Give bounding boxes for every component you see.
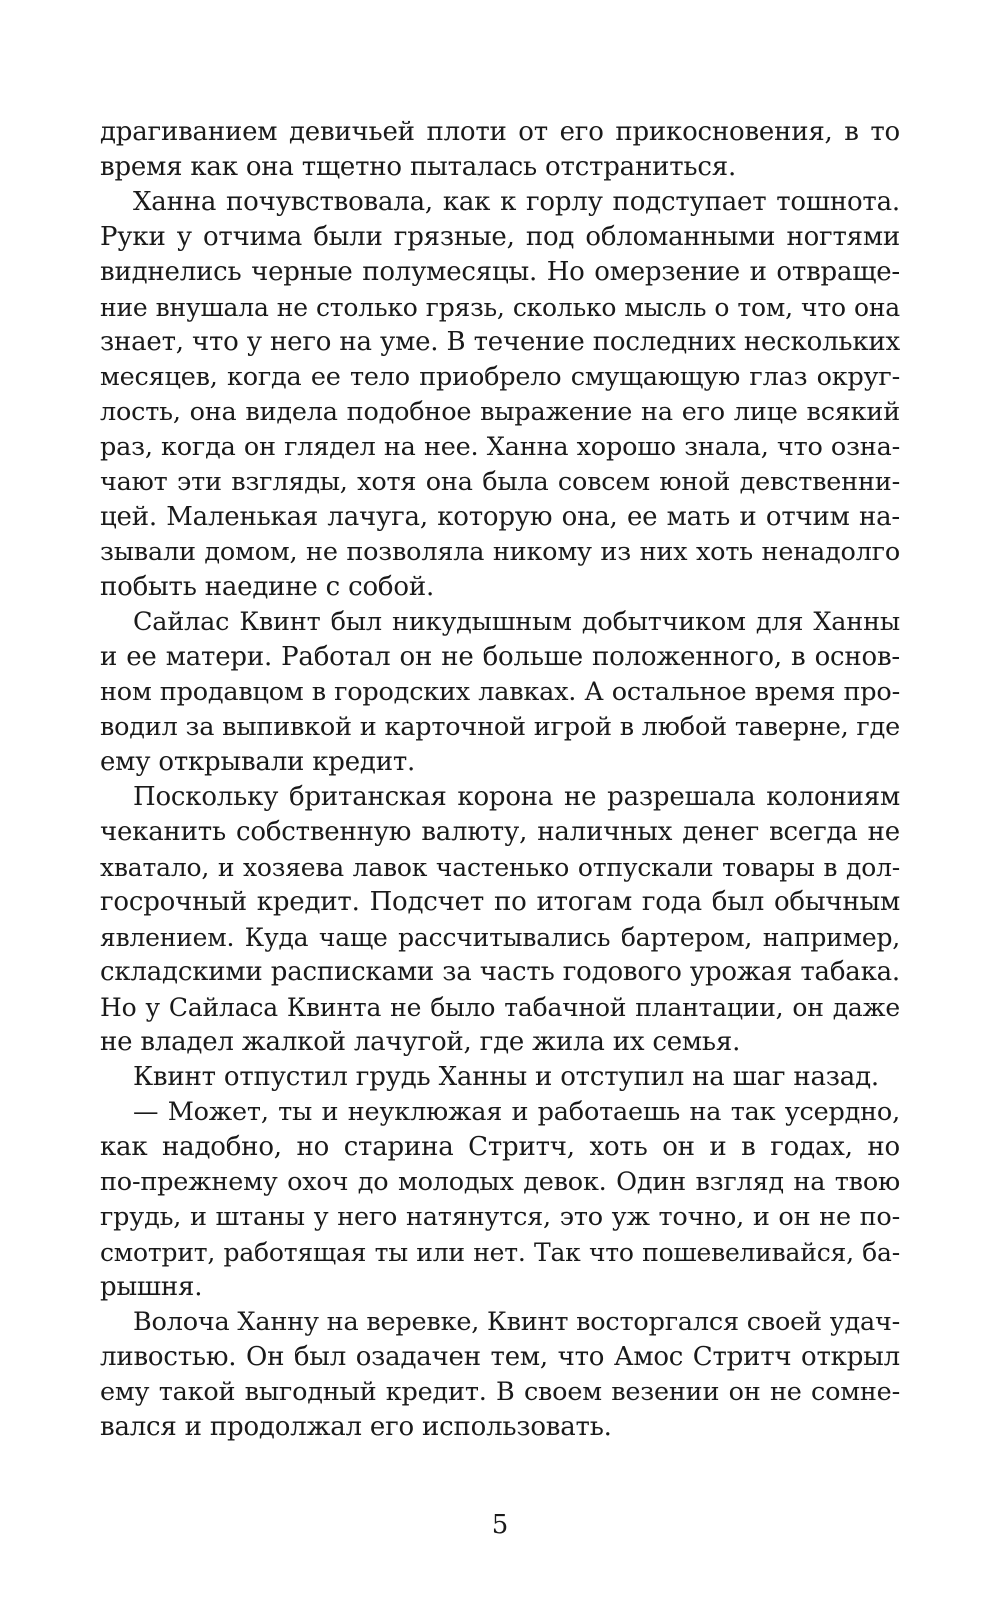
text-line: чеканить собственную валюту, наличных денег всегда не (100, 817, 900, 847)
text-line: грудь, и штаны у него натянутся, это уж точно, и он не по- (100, 1202, 900, 1232)
text-line: Ханна почувствовала, как к горлу подступает тошнота. (133, 187, 900, 217)
text-line: и ее матери. Работал он не больше положенного, в основ- (100, 642, 900, 672)
text-line: ему такой выгодный кредит. В своем везении он не сомне- (100, 1377, 900, 1407)
text-line: Сайлас Квинт был никудышным добытчиком для Ханны (133, 607, 900, 637)
text-line: драгиванием девичьей плоти от его прикосновения, в то (100, 117, 900, 147)
text-line: раз, когда он глядел на нее. Ханна хорошо знала, что озна- (100, 432, 900, 462)
text-line: зывали домом, не позволяла никому из них хоть ненадолго (100, 537, 900, 567)
text-line: не владел жалкой лачугой, где жила их семья. (100, 1027, 741, 1057)
text-line: знает, что у него на уме. В течение последних нескольких (100, 327, 900, 357)
text-line: хватало, и хозяева лавок частенько отпускали товары в дол- (100, 853, 900, 882)
text-line: госрочный кредит. Подсчет по итогам года был обычным (100, 887, 900, 917)
text-line: ему открывали кредит. (100, 747, 416, 777)
text-line: Но у Сайласа Квинта не было табачной плантации, он даже (100, 993, 900, 1022)
text-line: цей. Маленькая лачуга, которую она, ее мать и отчим на- (100, 502, 900, 532)
text-line: по-прежнему охоч до молодых девок. Один взгляд на твою (100, 1167, 900, 1197)
text-line: — Может, ты и неуклюжая и работаешь на так усердно, (133, 1097, 900, 1127)
text-line: время как она тщетно пыталась отстраниться. (100, 152, 737, 182)
text-line: побыть наедине с собой. (100, 572, 435, 602)
text-line: Квинт отпустил грудь Ханны и отступил на шаг назад. (133, 1062, 879, 1092)
text-line: ном продавцом в городских лавках. А остальное время про- (100, 677, 900, 707)
text-line: рышня. (100, 1272, 203, 1302)
text-line: смотрит, работящая ты или нет. Так что пошевеливайся, ба- (100, 1238, 900, 1267)
text-line: месяцев, когда ее тело приобрело смущающую глаз округ- (100, 362, 900, 392)
text-line: Волоча Ханну на веревке, Квинт восторгался своей удач- (133, 1307, 901, 1337)
text-line: чают эти взгляды, хотя она была совсем юной девственни- (100, 467, 900, 497)
text-line: явлением. Куда чаще рассчитывались бартером, например, (100, 923, 900, 952)
page-body (100, 115, 900, 1445)
text-line: водил за выпивкой и карточной игрой в любой таверне, где (100, 712, 900, 742)
text-line: как надобно, но старина Стритч, хоть он и в годах, но (100, 1132, 900, 1162)
text-line: вался и продолжал его использовать. (100, 1412, 612, 1442)
text-line: ливостью. Он был озадачен тем, что Амос Стритч открыл (100, 1342, 900, 1372)
text-line: ние внушала не столько грязь, сколько мысль о том, что она (100, 293, 900, 322)
text-line: виднелись черные полумесяцы. Но омерзение и отвраще- (100, 257, 900, 287)
page-number: 5 (491, 1510, 509, 1540)
text-line: лость, она видела подобное выражение на его лице всякий (100, 397, 900, 427)
text-line: Поскольку британская корона не разрешала колониям (133, 782, 900, 812)
text-line: складскими расписками за часть годового урожая табака. (100, 957, 900, 987)
text-line: Руки у отчима были грязные, под обломанными ногтями (100, 222, 900, 252)
